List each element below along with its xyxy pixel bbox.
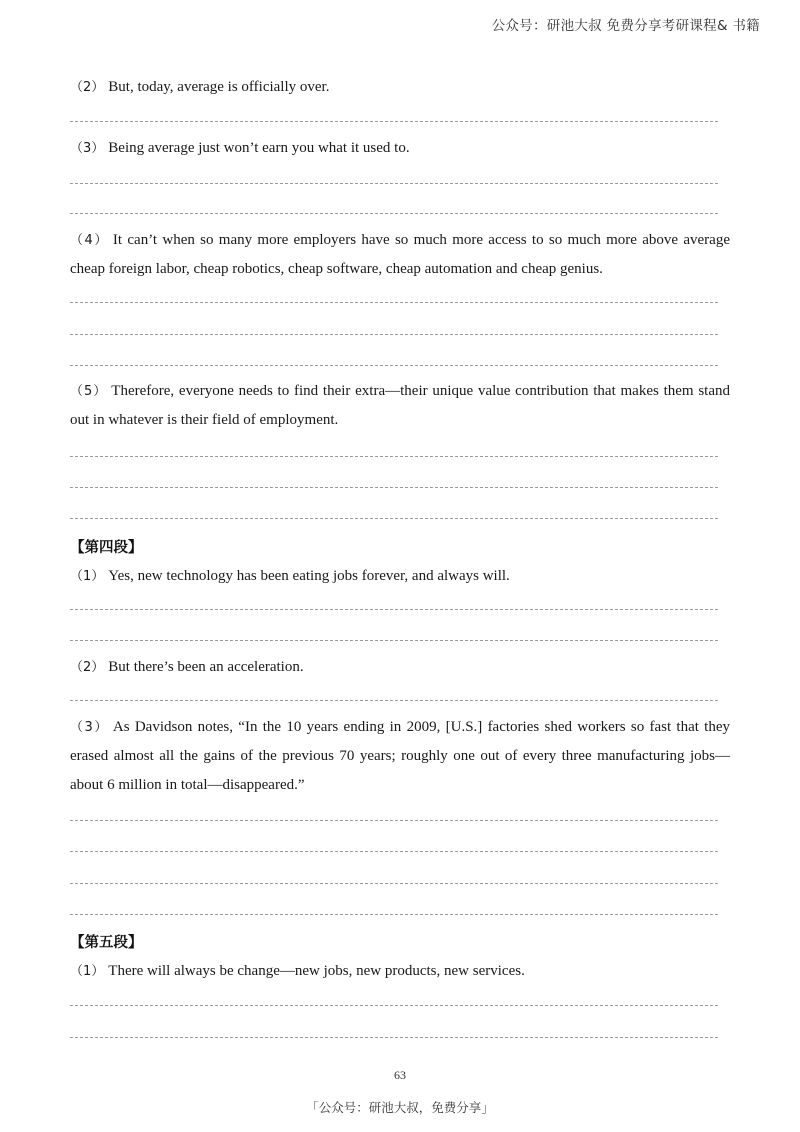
answer-line <box>70 213 718 214</box>
page-number: 63 <box>394 1068 406 1082</box>
sentence-number: （2） <box>70 80 105 95</box>
answer-line <box>70 183 718 184</box>
sentence-text: But, today, average is officially over. <box>108 79 330 95</box>
sentence-number: （1） <box>70 569 105 584</box>
answer-line <box>70 609 718 610</box>
sentence-text: Being average just won’t earn you what it used to. <box>108 140 410 156</box>
answer-line <box>70 851 718 852</box>
answer-line <box>70 518 718 519</box>
answer-line <box>70 487 718 488</box>
answer-line <box>70 456 718 457</box>
sentence-text: It can’t when so many more employers have so much more access to so much more above average cheap foreign labor, cheap robotics, cheap software, cheap automation and cheap genius. <box>70 232 730 277</box>
sentence-item <box>70 713 730 800</box>
section-title: 【第四段】 <box>70 540 143 556</box>
sentence-number: （4） <box>70 233 109 248</box>
sentence-text: As Davidson notes, “In the 10 years ending in 2009, [U.S.] factories shed workers so fast that they erased almost all the gains of the previous 70 years; roughly one out of every three manufacturing jobs—about 6 million in total—disappeared.” <box>70 719 731 793</box>
answer-line <box>70 700 718 701</box>
answer-line <box>70 914 718 915</box>
sentence-number: （2） <box>70 660 105 675</box>
sentence-item <box>70 562 730 591</box>
sentence-item <box>70 653 730 682</box>
sentence-item <box>70 134 730 163</box>
answer-line <box>70 1005 718 1006</box>
sentence-item <box>70 73 730 102</box>
answer-line <box>70 365 718 366</box>
sentence-text: But there’s been an acceleration. <box>108 659 304 675</box>
page-footer: 「公众号：研池大叔，免费分享」 <box>306 1100 494 1115</box>
sentence-text: There will always be change—new jobs, new products, new services. <box>108 963 525 979</box>
section-title: 【第五段】 <box>70 935 143 951</box>
answer-line <box>70 302 718 303</box>
sentence-item <box>70 377 730 435</box>
sentence-item <box>70 957 730 986</box>
sentence-number: （3） <box>70 141 105 156</box>
sentence-text: Yes, new technology has been eating jobs forever, and always will. <box>108 568 510 584</box>
answer-line <box>70 334 718 335</box>
answer-line <box>70 820 718 821</box>
page-header: 公众号：研池大叔 免费分享考研课程& 书籍 <box>491 18 760 34</box>
sentence-item <box>70 226 730 284</box>
answer-line <box>70 883 718 884</box>
answer-line <box>70 640 718 641</box>
sentence-number: （5） <box>70 384 108 399</box>
answer-line <box>70 1037 718 1038</box>
answer-line <box>70 121 718 122</box>
sentence-number: （1） <box>70 964 105 979</box>
sentence-number: （3） <box>70 720 109 735</box>
sentence-text: Therefore, everyone needs to find their extra—their unique value contribution that makes them stand out in whatever is their field of employment. <box>70 383 730 428</box>
